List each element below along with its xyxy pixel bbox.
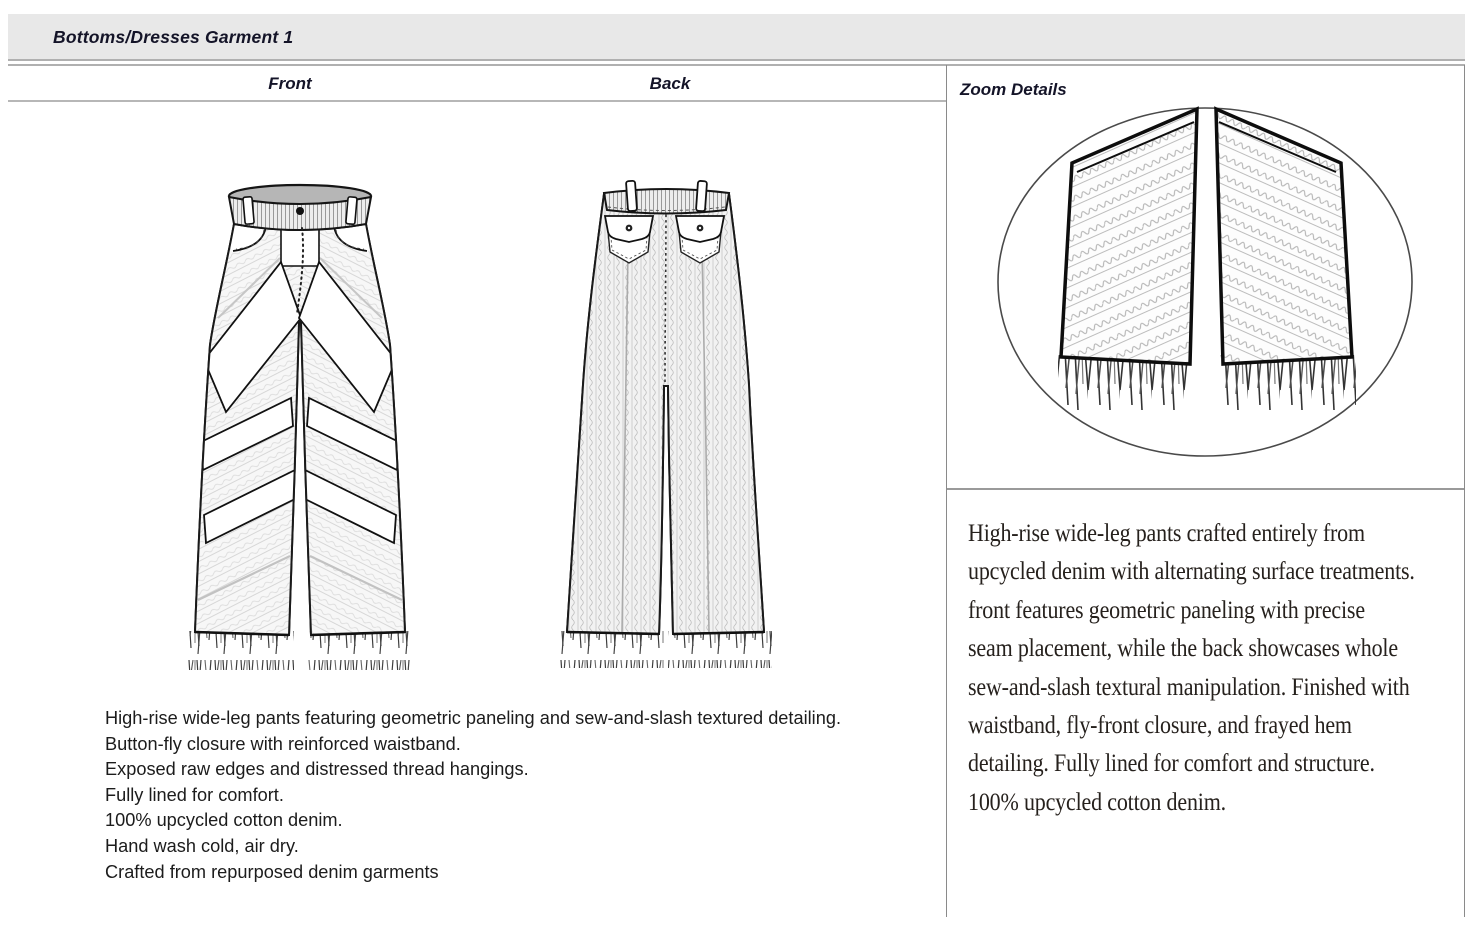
- front-belt-loop-left: [243, 197, 254, 225]
- detail-line: 100% upcycled cotton denim.: [968, 788, 1226, 816]
- zoom-panel-divider: [947, 488, 1464, 490]
- front-hem-fringe-right: [306, 631, 412, 670]
- detail-line: High-rise wide-leg pants crafted entirely from: [968, 520, 1365, 547]
- description-line: High-rise wide-leg pants featuring geometric paneling and sew-and-slash textured detailing.: [105, 708, 841, 728]
- detail-line: waistband, fly-front closure, and frayed hem: [968, 712, 1352, 740]
- description-line: Fully lined for comfort.: [105, 784, 284, 805]
- detail-line: detailing. Fully lined for comfort and structure.: [968, 750, 1375, 778]
- detail-line: sew-and-slash textural manipulation. Finished with: [968, 673, 1410, 701]
- back-hem-fringe-right: [668, 631, 772, 668]
- description-line: Button-fly closure with reinforced waistband.: [105, 733, 461, 754]
- front-button: [296, 207, 304, 215]
- page-title: Bottoms/Dresses Garment 1: [53, 27, 294, 47]
- garment-description: [105, 706, 950, 885]
- front-view-label: Front: [268, 74, 312, 93]
- front-view-sketch: [186, 185, 412, 670]
- back-waistband: [604, 189, 729, 214]
- back-belt-loop-left: [626, 181, 637, 212]
- detail-line: upcycled denim with alternating surface treatments.: [968, 558, 1415, 586]
- header-bar: [8, 14, 1465, 59]
- back-hem-fringe-left: [560, 631, 664, 668]
- back-view-sketch: [558, 181, 772, 668]
- back-view-label: Back: [649, 74, 691, 93]
- description-line: 100% upcycled cotton denim.: [105, 810, 343, 831]
- back-belt-loop-right: [696, 181, 707, 212]
- zoom-detail-description: [968, 515, 1443, 822]
- detail-line: seam placement, while the back showcases whole: [968, 635, 1398, 663]
- zoom-details-title: Zoom Details: [960, 80, 1067, 99]
- description-line: Hand wash cold, air dry.: [105, 835, 299, 856]
- header-rule-2: [8, 64, 1465, 66]
- front-belt-loop-right: [346, 197, 357, 225]
- description-line: Exposed raw edges and distressed thread hangings.: [105, 759, 529, 780]
- detail-line: front features geometric paneling with precise: [968, 596, 1365, 624]
- front-hem-fringe-left: [188, 631, 294, 670]
- zoom-detail-sketch: [947, 100, 1465, 488]
- garment-sketch-canvas: [8, 100, 945, 700]
- header-rule-1: [8, 59, 1465, 61]
- description-line: Crafted from repurposed denim garments: [105, 861, 439, 882]
